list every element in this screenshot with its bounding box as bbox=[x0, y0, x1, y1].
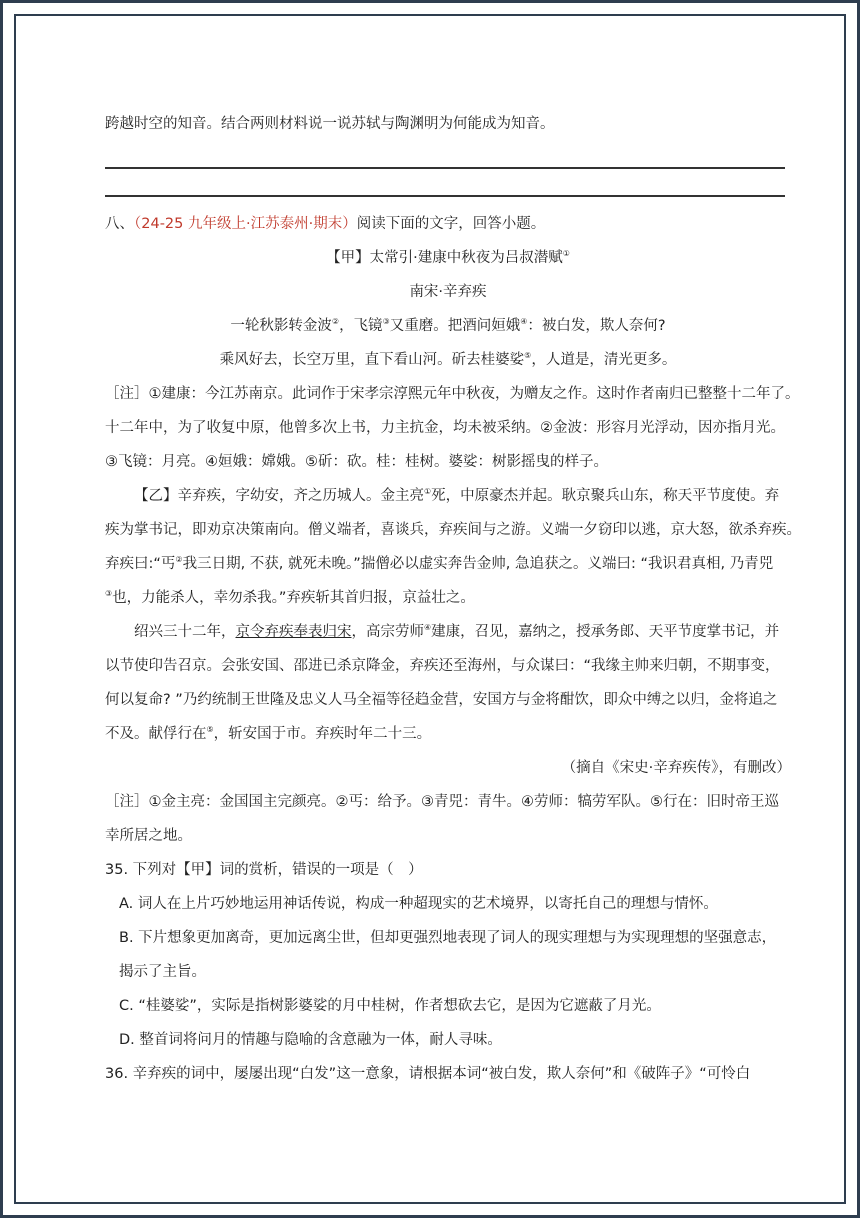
poem-note-line: ③飞镜：月亮。④姮娥：嫦娥。⑤斫：砍。桂：桂树。婆娑：树影摇曳的样子。 bbox=[105, 454, 608, 470]
poem-note-line: ［注］①建康：今江苏南京。此词作于宋孝宗淳熙元年中秋夜，为赠友之作。这时作者南归已整整十二年了。 bbox=[105, 386, 800, 402]
prose-paragraph-1-line bbox=[105, 547, 791, 581]
poem-title-text: 【甲】太常引·建康中秋夜为吕叔潜赋 bbox=[326, 250, 563, 266]
text-span: ，飞镜 bbox=[339, 318, 383, 334]
prose-paragraph-1-line bbox=[105, 581, 791, 615]
text-span: 又重磨。把酒问姮娥 bbox=[389, 318, 521, 334]
prose-note-line: 幸所居之地。 bbox=[105, 828, 192, 844]
text-span: 建康，召见，嘉纳之，授承务郎、天平节度掌书记，并 bbox=[431, 624, 780, 640]
poem-note-line: 十二年中，为了收复中原，他曾多次上书，力主抗金，均未被采纳。②金波：形容月光浮动，因亦指月光。 bbox=[105, 420, 785, 436]
option-c[interactable]: C. “桂婆娑”，实际是指树影婆娑的月中桂树，作者想砍去它，是因为它遮蔽了月光。 bbox=[119, 998, 661, 1014]
poem-line-2 bbox=[105, 343, 791, 377]
question-35-stem: 35. 下列对【甲】词的赏析，错误的一项是（ ） bbox=[105, 862, 423, 878]
question-36-stem: 36. 辛弃疾的词中，屡屡出现“白发”这一意象，请根据本词“被白发，欺人奈何”和《破阵子》“可怜白 bbox=[105, 1066, 751, 1082]
text-span: ，人道是，清光更多。 bbox=[531, 352, 677, 368]
text-span: 【乙】辛弃疾，字幼安，齐之历城人。金主亮 bbox=[134, 488, 424, 504]
option-b-cont[interactable]: 揭示了主旨。 bbox=[119, 964, 206, 980]
option-b[interactable]: B. 下片想象更加离奇，更加远离尘世，但却更强烈地表现了词人的现实理想与为实现理想的坚强意志， bbox=[119, 930, 777, 946]
text-span: ，斩安国于市。弃疾时年二十三。 bbox=[213, 726, 432, 742]
footnote-mark: ③ bbox=[105, 589, 113, 599]
footnote-mark: ② bbox=[175, 555, 183, 565]
prose-paragraph-2-line bbox=[105, 717, 791, 751]
footnote-mark: ① bbox=[562, 249, 570, 259]
text-span: 我三日期, 不获, 就死未晚。”揣僧必以虚实奔告金帅, 急追获之。义端曰: “我识君真相, 乃青兕 bbox=[182, 556, 774, 572]
footnote-mark: ① bbox=[424, 487, 432, 497]
section-instruction: 阅读下面的文字，回答小题。 bbox=[356, 216, 546, 232]
text-span: 弃疾曰:“丐 bbox=[105, 556, 176, 572]
poem-line-1 bbox=[105, 309, 791, 343]
poem-author: 南宋·辛弃疾 bbox=[409, 284, 487, 300]
option-a[interactable]: A. 词人在上片巧妙地运用神话传说，构成一种超现实的艺术境界，以寄托自己的理想与情怀。 bbox=[119, 896, 718, 912]
text-span: 绍兴三十二年， bbox=[134, 624, 236, 640]
underlined-sentence: 京令弃疾奉表归宋 bbox=[235, 624, 352, 640]
text-span: 不及。献俘行在 bbox=[105, 726, 207, 742]
text-span: 一轮秋影转金波 bbox=[230, 318, 332, 334]
footnote-mark: ③ bbox=[382, 317, 390, 327]
option-d[interactable]: D. 整首词将问月的情趣与隐喻的含意融为一体，耐人寻味。 bbox=[119, 1032, 502, 1048]
section-number: 八、 bbox=[105, 216, 134, 232]
prose-note-line: ［注］①金主亮：金国国主完颜亮。②丐：给予。③青兕：青牛。④劳师：犒劳军队。⑤行在：旧时帝王巡 bbox=[105, 794, 779, 810]
text-span: 乘风好去，长空万里，直下看山河。斫去桂婆娑 bbox=[219, 352, 525, 368]
footnote-mark: ② bbox=[331, 317, 340, 327]
footnote-mark: ⑤ bbox=[524, 351, 532, 361]
footnote-mark: ④ bbox=[424, 623, 432, 633]
section-8-header bbox=[105, 207, 791, 241]
section-source: （24-25 九年级上·江苏泰州·期末） bbox=[134, 216, 357, 232]
prose-paragraph-2-line bbox=[105, 615, 791, 649]
document-body bbox=[105, 107, 801, 1091]
previous-question-tail: 跨越时空的知音。结合两则材料说一说苏轼与陶渊明为何能成为知音。 bbox=[105, 116, 555, 132]
footnote-mark: ⑤ bbox=[206, 725, 214, 735]
text-span: ：被白发，欺人奈何? bbox=[527, 318, 666, 334]
text-span: 也，力能杀人，幸勿杀我。”弃疾斩其首归报，京益壮之。 bbox=[112, 590, 475, 606]
text-span: 死，中原豪杰并起。耿京聚兵山东，称天平节度使。弃 bbox=[431, 488, 780, 504]
text-span: ，高宗劳师 bbox=[351, 624, 424, 640]
prose-paragraph-2-line: 何以复命? ”乃约统制王世隆及忠义人马全福等径趋金营，安国方与金将酣饮，即众中缚之以归，金将追之 bbox=[105, 692, 778, 708]
poem-title bbox=[105, 241, 791, 275]
prose-paragraph-2-line: 以节使印告召京。会张安国、邵进已杀京降金，弃疾还至海州，与众谋曰：“我缘主帅来归朝，不期事变， bbox=[105, 658, 780, 674]
prose-paragraph-1-line: 疾为掌书记，即劝京决策南向。僧义端者，喜谈兵，弃疾间与之游。义端一夕窃印以逃，京大怒，欲杀弃疾。 bbox=[105, 522, 801, 538]
prose-paragraph-1-line bbox=[105, 479, 791, 513]
footnote-mark: ④ bbox=[520, 317, 528, 327]
prose-source: （摘自《宋史·辛弃疾传》，有删改） bbox=[561, 760, 791, 776]
